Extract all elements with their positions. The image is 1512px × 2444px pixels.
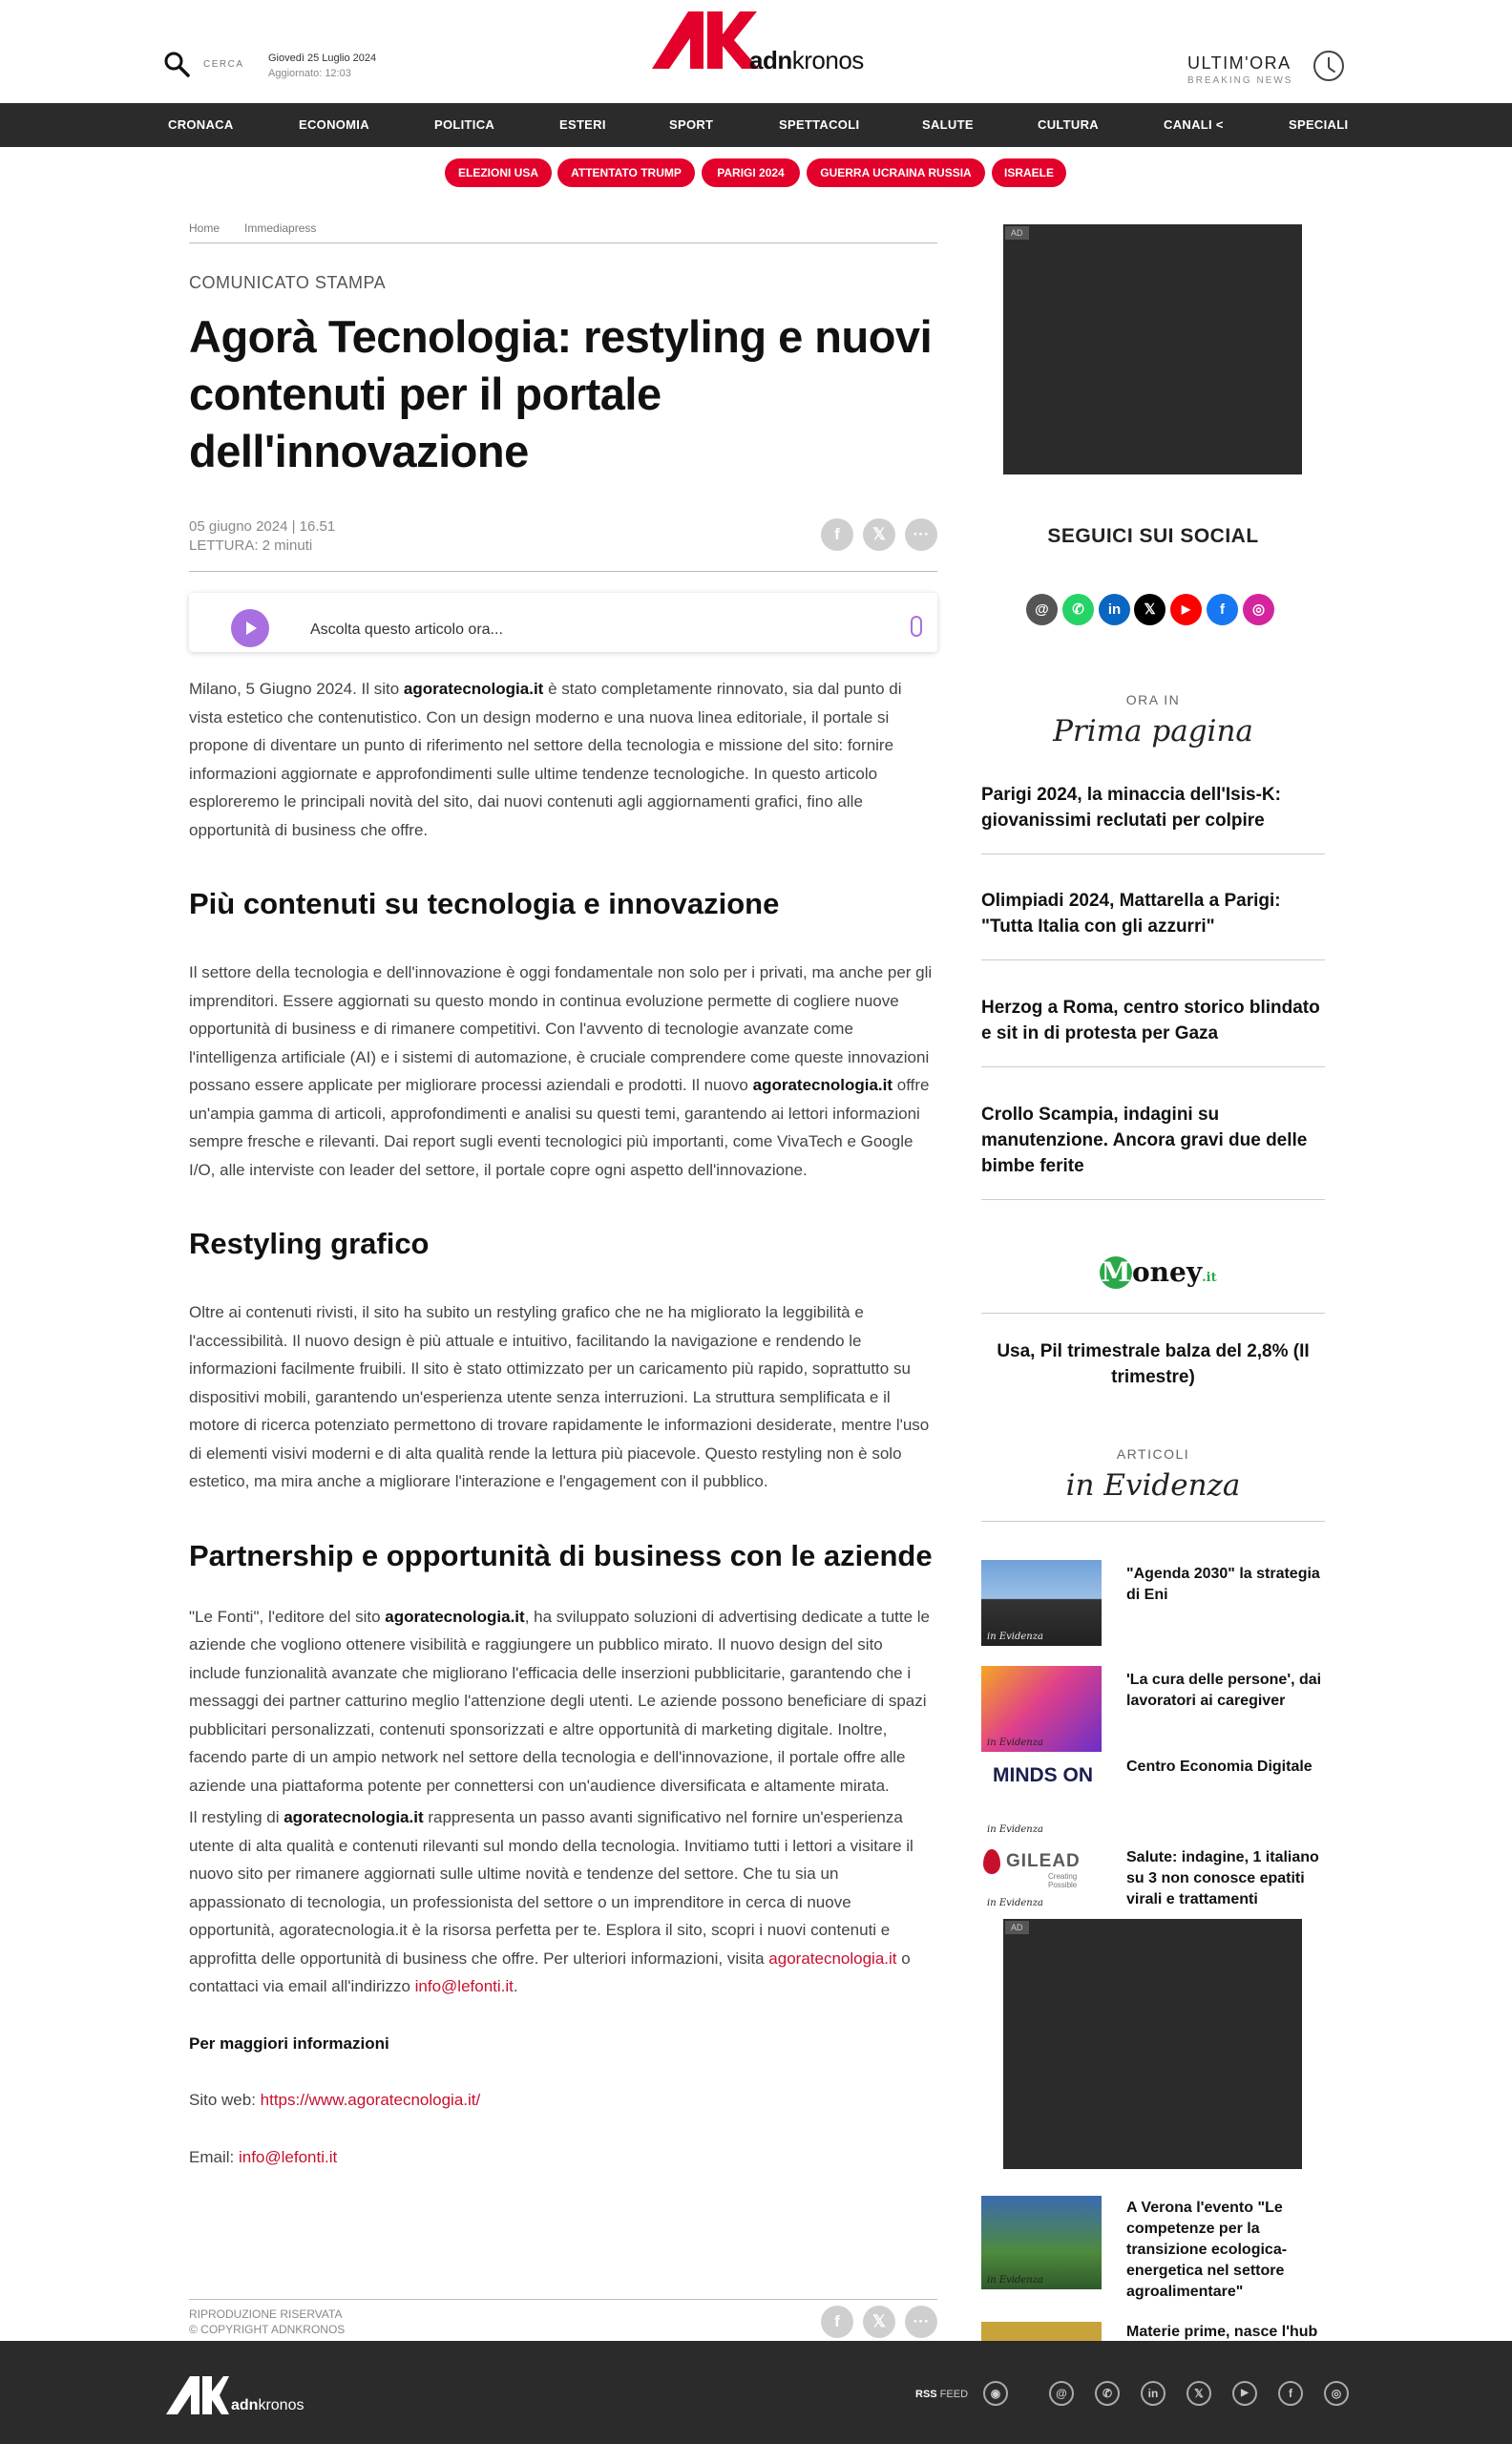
tag-attentato-trump[interactable]: ATTENTATO TRUMP: [557, 158, 695, 187]
whatsapp-icon[interactable]: ✆: [1095, 2381, 1120, 2406]
article-title: Agorà Tecnologia: restyling e nuovi contenuti per il portale dell'innovazione: [189, 311, 933, 476]
nav-item-esteri[interactable]: ESTERI: [559, 117, 606, 132]
search-label[interactable]: CERCA: [203, 59, 244, 70]
footer-logo-adn: adn: [231, 2397, 259, 2413]
evidenza-thumbnail: [981, 1753, 1102, 1839]
tag-elezioni-usa[interactable]: ELEZIONI USA: [445, 158, 552, 187]
nav-item-politica[interactable]: POLITICA: [434, 117, 495, 132]
logo-adn: adn: [749, 46, 792, 74]
gilead-logo-text: GILEAD: [1006, 1851, 1081, 1871]
articoli-kicker: ARTICOLI: [1116, 1446, 1190, 1462]
article-intro: [189, 675, 937, 844]
rss-bold: RSS: [915, 2389, 937, 2400]
x-share-icon[interactable]: 𝕏: [863, 518, 895, 551]
evidenza-thumbnail: [981, 2322, 1102, 2341]
evidenza-thumbnail: [981, 1844, 1102, 1912]
paragraph-partnership: [189, 1603, 937, 1801]
nav-item-canali[interactable]: CANALI <: [1164, 117, 1224, 132]
logo-wordmark[interactable]: [749, 46, 864, 75]
p4-text-a: Il restyling di: [189, 1808, 284, 1826]
evidenza-title: Salute: indagine, 1 italiano su 3 non conosce epatiti virali e trattamenti: [1126, 1849, 1319, 1907]
article-meta: [189, 518, 937, 572]
contact-email-link[interactable]: info@lefonti.it: [238, 2147, 338, 2166]
gilead-mark-icon: [983, 1849, 1000, 1874]
p1-text-b: offre un'ampia gamma di articoli, approfondimenti e analisi su questi temi, garantendo ai lettori informazioni sempre fresche e rilevanti. Dai report sugli eventi tecnologici più importanti, come VivaTech e Google I/O, alle interviste con leader del settore, il portale copre ogni aspetto dell'innovazione.: [189, 1076, 930, 1179]
more-info-heading: [189, 2030, 937, 2058]
evidenza-title: A Verona l'evento "Le competenze per la transizione ecologica-energetica nel settore agroalimentare": [1126, 2200, 1288, 2300]
trending-tags: [0, 158, 1512, 187]
facebook-share-icon[interactable]: f: [821, 518, 853, 551]
intro-text-a: Milano, 5 Giugno 2024. Il sito: [189, 680, 404, 698]
footer-wordmark[interactable]: [231, 2397, 304, 2414]
divider: [981, 853, 1325, 854]
site-footer: [0, 2341, 1512, 2444]
whatsapp-icon[interactable]: ✆: [1062, 594, 1094, 625]
evidenza-title: Materie prime, nasce l'hub: [1126, 2324, 1318, 2340]
evidenza-badge: in Evidenza: [987, 1898, 1043, 1908]
site-name: agoratecnologia.it: [284, 1808, 424, 1826]
breaking-news-label: BREAKING NEWS: [1187, 75, 1293, 86]
nav-item-spettacoli[interactable]: SPETTACOLI: [779, 117, 860, 132]
evidenza-item[interactable]: [981, 1666, 1325, 1752]
evidenza-title: "Agenda 2030" la strategia di Eni: [1126, 1566, 1320, 1603]
play-icon[interactable]: [231, 609, 269, 647]
site-link[interactable]: agoratecnologia.it: [768, 1949, 897, 1968]
facebook-share-icon[interactable]: f: [821, 2306, 853, 2338]
money-headline[interactable]: Usa, Pil trimestrale balza del 2,8% (II trimestre): [997, 1341, 1310, 1387]
evidenza-badge: in Evidenza: [987, 1824, 1043, 1835]
breadcrumb: [189, 221, 937, 243]
site-name: agoratecnologia.it: [752, 1076, 893, 1094]
main-nav: [0, 103, 1512, 147]
prima-pagina-title: Prima pagina: [1053, 714, 1253, 748]
evidenza-title: Centro Economia Digitale: [1126, 1759, 1312, 1775]
news-item[interactable]: Parigi 2024, la minaccia dell'Isis-K: giovanissimi reclutati per colpire: [981, 785, 1281, 831]
microphone-icon: [911, 616, 922, 637]
money-logo-text: oney: [1132, 1256, 1203, 1288]
in-evidenza-title: in Evidenza: [1065, 1468, 1241, 1503]
reading-time: LETTURA: 2 minuti: [189, 537, 313, 554]
site-header: [0, 0, 1512, 103]
news-item[interactable]: Crollo Scampia, indagini su manutenzione. Ancora gravi due delle bimbe ferite: [981, 1105, 1308, 1176]
money-logo-m: M: [1101, 1256, 1131, 1288]
tag-parigi-2024[interactable]: PARIGI 2024: [702, 158, 800, 187]
p4-text-c: o contattaci via email all'indirizzo: [189, 1949, 911, 1995]
search-icon[interactable]: [162, 50, 193, 80]
linkedin-icon[interactable]: in: [1141, 2381, 1166, 2406]
p4-text-d: .: [513, 1977, 518, 1995]
more-share-icon[interactable]: ···: [905, 518, 937, 551]
last-updated: Aggiornato: 12:03: [268, 68, 351, 79]
ad-slot-top[interactable]: [1003, 224, 1302, 474]
intro-text-b: è stato completamente rinnovato, sia dal punto di vista estetico che contenutistico. Con un design moderno e una nuova linea editoriale, il portale si propone di diventare un punto di riferimento nel settore della tecnologia e missione del sito: fornire informazioni aggiornate e approfondimenti sulle ultime tendenze tecnologiche. In questo articolo esploreremo le principali novità del sito, dai nuovi contenuti agli aggiornamenti grafici, fino alle opportunità di business che offre.: [189, 680, 902, 839]
evidenza-item[interactable]: [981, 2196, 1325, 2300]
breadcrumb-immediapress[interactable]: Immediapress: [244, 221, 317, 235]
audio-label: Ascolta questo articolo ora...: [310, 622, 503, 638]
x-icon[interactable]: 𝕏: [1186, 2381, 1211, 2406]
email-link[interactable]: info@lefonti.it: [414, 1977, 514, 1995]
email-line: [189, 2143, 937, 2172]
facebook-icon[interactable]: f: [1278, 2381, 1303, 2406]
p4-text-b: rappresenta un passo avanti significativo nel fornire un'esperienza utente di alta qualità e contenuti rilevanti sul mondo della tecnologia. Invitiamo tutti i lettori a visitare il nuovo sito per rimanere aggiornati sulle ultime novità e tendenze del settore. Che tu sia un appassionato di tecnologia, un professionista del settore o un imprenditore in cerca di nuove opportunità, agoratecnologia.it è la risorsa perfetta per te. Esplora il sito, scopri i nuovi contenuti e approfitta delle opportunità di business che offre. Per ulteriori informazioni, visita: [189, 1808, 914, 1968]
instagram-icon[interactable]: ◎: [1243, 594, 1274, 625]
evidenza-badge: in Evidenza: [987, 1738, 1043, 1748]
section-heading-restyling: Restyling grafico: [189, 1227, 430, 1260]
rights-label: RIPRODUZIONE RISERVATA: [189, 2307, 343, 2321]
money-logo-suffix: .it: [1202, 1271, 1217, 1285]
copyright-label: © COPYRIGHT ADNKRONOS: [189, 2323, 346, 2336]
nav-item-speciali[interactable]: SPECIALI: [1289, 117, 1349, 132]
divider: [981, 1066, 1325, 1067]
linkedin-icon[interactable]: in: [1099, 594, 1130, 625]
tag-israele[interactable]: ISRAELE: [992, 158, 1066, 187]
threads-icon[interactable]: @: [1049, 2381, 1074, 2406]
footer-logo-icon[interactable]: [166, 2375, 229, 2415]
rss-feed-label[interactable]: [915, 2389, 968, 2400]
threads-icon[interactable]: @: [1026, 594, 1058, 625]
news-item[interactable]: Olimpiadi 2024, Mattarella a Parigi: "Tutta Italia con gli azzurri": [981, 891, 1281, 937]
header-date: [268, 51, 376, 81]
ora-in-kicker: ORA IN: [1125, 692, 1181, 707]
youtube-icon[interactable]: ▶: [1170, 594, 1202, 625]
ad-badge: AD: [1005, 226, 1029, 240]
gilead-tagline: Creating Possible: [1048, 1872, 1078, 1889]
clock-icon[interactable]: [1313, 51, 1344, 81]
site-name: agoratecnologia.it: [385, 1607, 525, 1626]
facebook-icon[interactable]: f: [1207, 594, 1238, 625]
nav-item-sport[interactable]: SPORT: [669, 117, 714, 132]
rss-icon[interactable]: ◉: [983, 2381, 1008, 2406]
more-info-label: Per maggiori informazioni: [189, 2033, 389, 2053]
p1-text-a: Il settore della tecnologia e dell'innovazione è oggi fondamentale non solo per i privati, ma anche per gli imprenditori. Essere aggiornati su questo mondo in continua evoluzione permette di cogliere nuove opportunità di business e di rimanere competitivi. Con l'avvento di tecnologie avanzate come l'intelligenza artificiale (AI) e i sistemi di automazione, è cruciale comprendere come queste innovazioni possano essere applicate per migliorare processi aziendali e prodotti. Il nuovo: [189, 963, 933, 1094]
p3-text-a: "Le Fonti", l'editore del sito: [189, 1607, 386, 1626]
divider: [981, 1199, 1325, 1200]
nav-item-economia[interactable]: ECONOMIA: [299, 117, 369, 132]
evidenza-item[interactable]: [981, 1844, 1325, 1929]
rss-light: FEED: [936, 2389, 969, 2400]
evidenza-badge: in Evidenza: [987, 2275, 1043, 2286]
paragraph-restyling: Oltre ai contenuti rivisti, il sito ha subito un restyling grafico che ne ha migliorato la leggibilità e l'accessibilità. Il nuovo design è più attuale e intuitivo, facilitando la navigazione e rendendo le informazioni facilmente fruibili. Il sito è stato ottimizzato per un caricamento più rapido, soprattutto su dispositivi mobili, garantendo un'esperienza utente senza interruzioni. La struttura semplificata e il motore di ricerca potenziato permettono di trovare rapidamente le informazioni desiderate, mentre l'uso di elementi visivi moderni e di alta qualità rende la lettura più piacevole. Questo restyling non è solo estetico, ma mira anche a migliorare l'interazione e l'engagement con il pubblico.: [189, 1303, 930, 1490]
evidenza-thumbnail: [981, 2196, 1102, 2289]
evidenza-item[interactable]: [981, 2322, 1325, 2341]
evidenza-item[interactable]: [981, 1560, 1325, 1646]
ad-slot-middle[interactable]: [1003, 1919, 1302, 2169]
ultimora-title: ULTIM'ORA: [1187, 53, 1292, 73]
instagram-icon[interactable]: ◎: [1324, 2381, 1349, 2406]
ultimora-link[interactable]: [1187, 53, 1292, 86]
article-footer: [189, 2299, 937, 2337]
website-label: Sito web:: [189, 2091, 261, 2109]
article-body: [189, 675, 937, 2171]
nav-item-cronaca[interactable]: CRONACA: [168, 117, 234, 132]
footer-logo-kronos: kronos: [258, 2397, 304, 2413]
evidenza-badge: in Evidenza: [987, 1632, 1043, 1642]
website-url-link[interactable]: https://www.agoratecnologia.it/: [260, 2091, 481, 2109]
paragraph-contenuti: [189, 959, 937, 1184]
logo-kronos: kronos: [791, 46, 864, 74]
more-share-icon[interactable]: ···: [905, 2306, 937, 2338]
article-kicker: COMUNICATO STAMPA: [189, 273, 387, 292]
section-heading-contenuti: Più contenuti su tecnologia e innovazione: [189, 887, 780, 920]
audio-player: [189, 593, 937, 652]
divider: [981, 959, 1325, 960]
site-name: agoratecnologia.it: [403, 680, 544, 698]
current-date: Giovedì 25 Luglio 2024: [268, 53, 377, 64]
tag-guerra-ucraina-russia[interactable]: GUERRA UCRAINA RUSSIA: [807, 158, 985, 187]
money-logo[interactable]: [1100, 1256, 1217, 1289]
evidenza-item[interactable]: [981, 1753, 1325, 1839]
evidenza-thumbnail: [981, 1666, 1102, 1752]
youtube-icon[interactable]: ▶: [1232, 2381, 1257, 2406]
divider: [981, 1313, 1325, 1314]
x-icon[interactable]: 𝕏: [1134, 594, 1166, 625]
social-title: SEGUICI SUI SOCIAL: [1047, 525, 1259, 547]
p3-text-b: , ha sviluppato soluzioni di advertising dedicate a tutte le aziende che vogliono ottenere visibilità e raggiungere un pubblico mirato. Il nuovo design del sito include funzionalità avanzate che migliorano l'efficacia delle inserzioni pubblicitarie, garantendo che i messaggi dei partner catturino meglio l'attenzione degli utenti. Le aziende possono beneficiare di spazi pubblicitari personalizzati, contenuti sponsorizzati e altre opportunità di marketing digitale. Inoltre, facendo parte di un ampio network nel settore della tecnologia e dell'innovazione, il portale offre alle aziende una piattaforma potente per connettersi con un'audience diversificata e altamente mirata.: [189, 1607, 931, 1795]
email-label: Email:: [189, 2147, 239, 2166]
paragraph-closing: [189, 1803, 937, 2001]
ad-badge: AD: [1005, 1921, 1029, 1934]
divider: [981, 1521, 1325, 1522]
article: [189, 221, 937, 2171]
section-heading-partnership: Partnership e opportunità di business con le aziende: [189, 1538, 933, 1572]
minds-on-logo: MINDS ON: [993, 1764, 1093, 1786]
nav-item-cultura[interactable]: CULTURA: [1038, 117, 1099, 132]
nav-item-salute[interactable]: SALUTE: [922, 117, 974, 132]
article-date: 05 giugno 2024 | 16.51: [189, 518, 336, 535]
evidenza-thumbnail: [981, 1560, 1102, 1646]
x-share-icon[interactable]: 𝕏: [863, 2306, 895, 2338]
breadcrumb-home[interactable]: Home: [189, 221, 220, 235]
evidenza-title: 'La cura delle persone', dai lavoratori ai caregiver: [1126, 1672, 1322, 1709]
website-line: [189, 2086, 937, 2115]
news-item[interactable]: Herzog a Roma, centro storico blindato e sit in di protesta per Gaza: [981, 998, 1320, 1043]
